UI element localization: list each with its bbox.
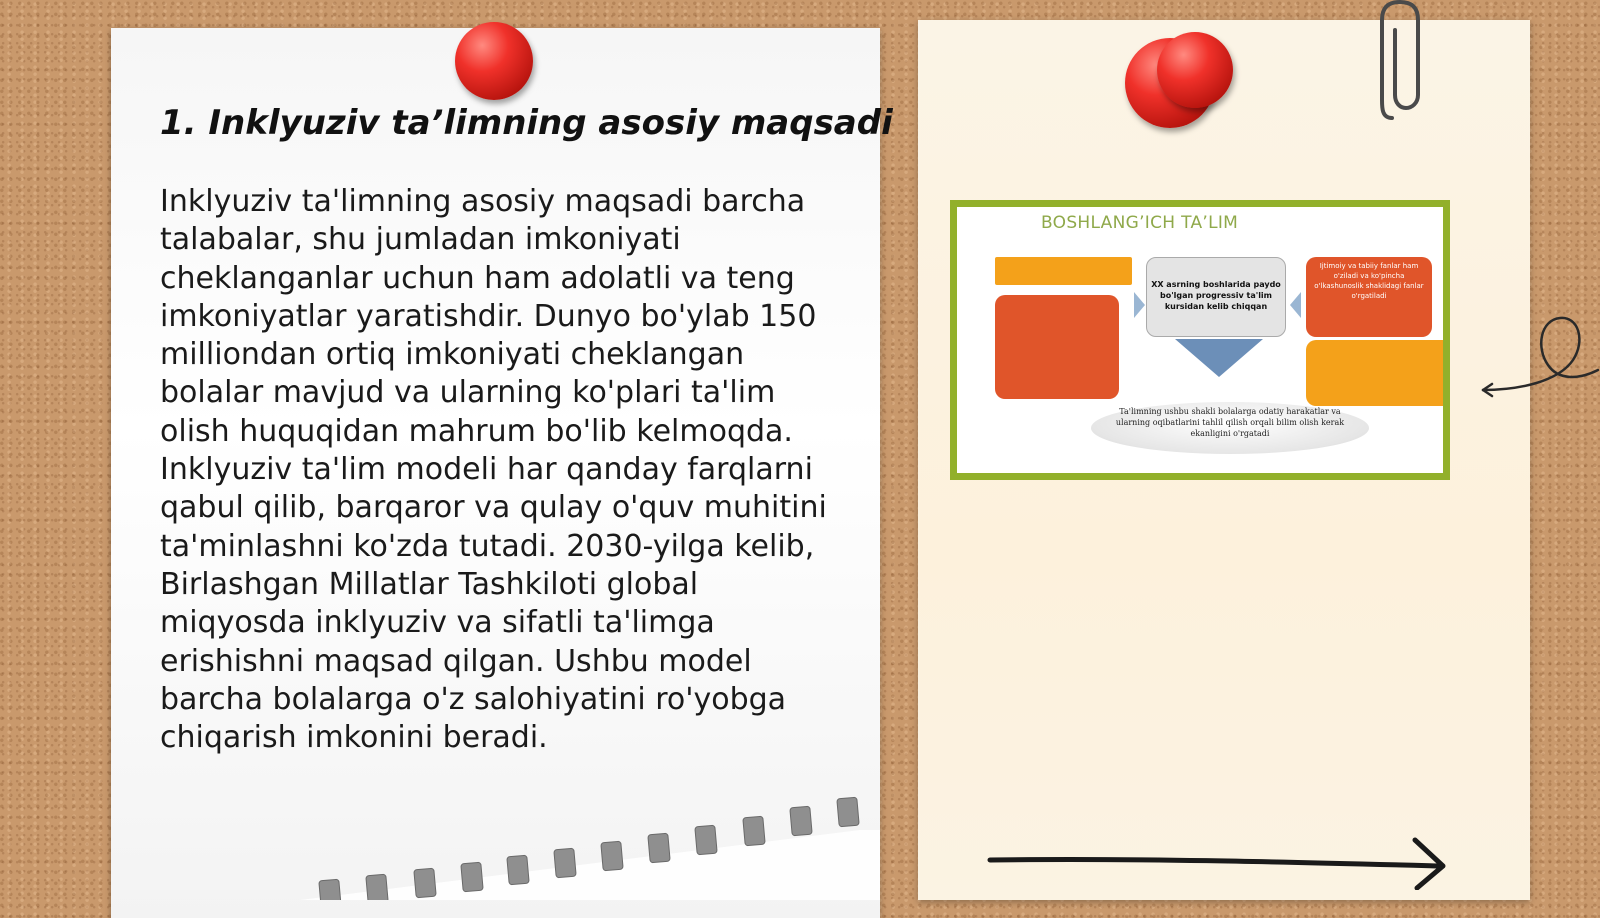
oval-summary: Ta'limning ushbu shakli bolalarga odatiy harakatlar va ularning oqibatlarini tahlil qilish orqali bilim olish kerak ekanligini o'rgatadi [1091,402,1369,454]
arrow-right-icon [1134,292,1145,318]
orange-right-box [1306,340,1450,406]
arrow-down-icon [1175,339,1263,377]
diagram-thumbnail [950,200,1450,480]
curly-arrow-decoration [1478,310,1600,410]
slide-body-text: Inklyuziv ta'limning asosiy maqsadi barcha talabalar, shu jumladan imkoniyati cheklanganlar uchun ham adolatli va teng imkoniyatlar yaratishdir. Dunyo bo'ylab 150 milliondan ortiq imkoniyati cheklangan bolalar mavjud va ularning ko'plari ta'lim olish huquqidan mahrum bo'lib kelmoqda. Inklyuziv ta'lim modeli har qanday farqlarni qabul qilib, barqaror va qulay o'quv muhitini ta'minlashni ko'zda tutadi. 2030-yilga kelib, Birlashgan Millatlar Tashkiloti global miqyosda inklyuziv va sifatli ta'limga erishishni maqsad qilgan. Ushbu model barcha bolalarga o'z salohiyatini ro'yobga chiqarish imkonini beradi. [160,184,827,756]
red-left-box [995,295,1119,399]
arrow-left-icon [1290,292,1301,318]
red-pushpin-right-front [1157,32,1233,108]
red-right-box: Ijtimoiy va tabiiy fanlar ham o'ziladi va ko'pincha o'lkashunoslik shaklidagi fanlar o'rgatiladi [1306,257,1432,337]
slide-title: 1. Inklyuziv ta’limning asosiy maqsadi [160,103,893,143]
notebook-tabs-decoration [300,790,880,900]
thumbnail-title: BOSHLANG’ICH TA’LIM [1041,213,1239,233]
paperclip-icon [1380,0,1420,122]
red-pushpin-left [455,22,533,100]
orange-label-box [995,257,1132,285]
long-arrow-right-icon [985,820,1450,890]
center-grey-box: XX asrning boshlarida paydo bo'lgan progressiv ta'lim kursidan kelib chiqqan [1146,257,1286,337]
